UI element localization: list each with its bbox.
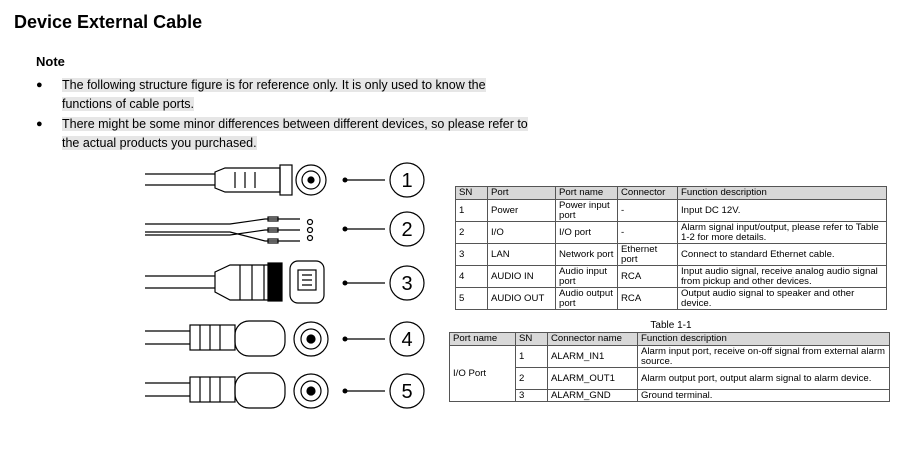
callout-number: 4 bbox=[401, 329, 413, 351]
column-header: Connector name bbox=[548, 333, 638, 346]
port-table bbox=[455, 186, 887, 310]
table-cell: LAN bbox=[488, 244, 556, 266]
table-cell: 3 bbox=[456, 244, 488, 266]
column-header: Function description bbox=[678, 187, 887, 200]
table-cell: Power bbox=[488, 200, 556, 222]
note-list bbox=[36, 76, 536, 154]
table-cell: AUDIO IN bbox=[488, 266, 556, 288]
bullet-icon: ● bbox=[36, 118, 43, 130]
table-cell: Alarm signal input/output, please refer to Table 1-2 for more details. bbox=[678, 222, 887, 244]
note-heading: Note bbox=[36, 54, 65, 69]
note-text: The following structure figure is for reference only. It is only used to know the functions of cable ports. bbox=[62, 78, 486, 111]
table-row bbox=[456, 200, 887, 222]
callout-number: 2 bbox=[401, 219, 413, 241]
table-cell: AUDIO OUT bbox=[488, 288, 556, 310]
table-cell: ALARM_GND bbox=[548, 390, 638, 402]
column-header: Function description bbox=[638, 333, 890, 346]
table-cell: ALARM_IN1 bbox=[548, 346, 638, 368]
table-cell: Ethernet port bbox=[618, 244, 678, 266]
audio-out-rca-icon bbox=[145, 373, 328, 408]
table-cell: I/O Port bbox=[450, 346, 516, 402]
table-row bbox=[456, 222, 887, 244]
callout-number: 5 bbox=[401, 381, 413, 403]
column-header: SN bbox=[456, 187, 488, 200]
table-cell: 4 bbox=[456, 266, 488, 288]
table-row bbox=[450, 368, 890, 390]
column-header: SN bbox=[516, 333, 548, 346]
cable-diagram bbox=[140, 155, 440, 420]
column-header: Port name bbox=[450, 333, 516, 346]
table-row bbox=[450, 390, 890, 402]
table-cell: - bbox=[618, 200, 678, 222]
table-cell: ALARM_OUT1 bbox=[548, 368, 638, 390]
table-cell: Input audio signal, receive analog audio signal from pickup and other devices. bbox=[678, 266, 887, 288]
callout-number: 1 bbox=[401, 170, 413, 192]
table-cell: 5 bbox=[456, 288, 488, 310]
table-cell: 2 bbox=[456, 222, 488, 244]
table-cell: Network port bbox=[556, 244, 618, 266]
note-item bbox=[36, 76, 536, 114]
table-header-row bbox=[456, 187, 887, 200]
table-cell: Power input port bbox=[556, 200, 618, 222]
table-cell: Input DC 12V. bbox=[678, 200, 887, 222]
column-header: Connector bbox=[618, 187, 678, 200]
table-cell: 1 bbox=[516, 346, 548, 368]
column-header: Port bbox=[488, 187, 556, 200]
table-cell: 2 bbox=[516, 368, 548, 390]
callout-number: 3 bbox=[401, 273, 413, 295]
table-cell: Audio output port bbox=[556, 288, 618, 310]
audio-in-rca-icon bbox=[145, 321, 328, 356]
table-row bbox=[456, 244, 887, 266]
table-cell: Alarm output port, output alarm signal to alarm device. bbox=[638, 368, 890, 390]
table-row bbox=[456, 266, 887, 288]
page-title: Device External Cable bbox=[14, 12, 203, 32]
table-cell: Audio input port bbox=[556, 266, 618, 288]
table-cell: 1 bbox=[456, 200, 488, 222]
table-row bbox=[450, 346, 890, 368]
table-cell: I/O bbox=[488, 222, 556, 244]
table-cell: - bbox=[618, 222, 678, 244]
io-port-table bbox=[449, 332, 890, 402]
table-row bbox=[456, 288, 887, 310]
power-cable-icon bbox=[145, 165, 326, 195]
table-cell: Alarm input port, receive on-off signal from external alarm source. bbox=[638, 346, 890, 368]
lan-connector-icon bbox=[145, 261, 324, 303]
table-caption: Table 1-1 bbox=[650, 320, 692, 331]
table-cell: 3 bbox=[516, 390, 548, 402]
table-cell: Output audio signal to speaker and other device. bbox=[678, 288, 887, 310]
bullet-icon: ● bbox=[36, 79, 43, 91]
table-cell: Ground terminal. bbox=[638, 390, 890, 402]
table-cell: RCA bbox=[618, 288, 678, 310]
table-cell: I/O port bbox=[556, 222, 618, 244]
io-wires-icon bbox=[145, 217, 313, 243]
note-text: There might be some minor differences between different devices, so please refer to the actual products you purchased. bbox=[62, 117, 528, 150]
column-header: Port name bbox=[556, 187, 618, 200]
table-cell: RCA bbox=[618, 266, 678, 288]
table-cell: Connect to standard Ethernet cable. bbox=[678, 244, 887, 266]
note-item bbox=[36, 115, 536, 153]
table-header-row bbox=[450, 333, 890, 346]
